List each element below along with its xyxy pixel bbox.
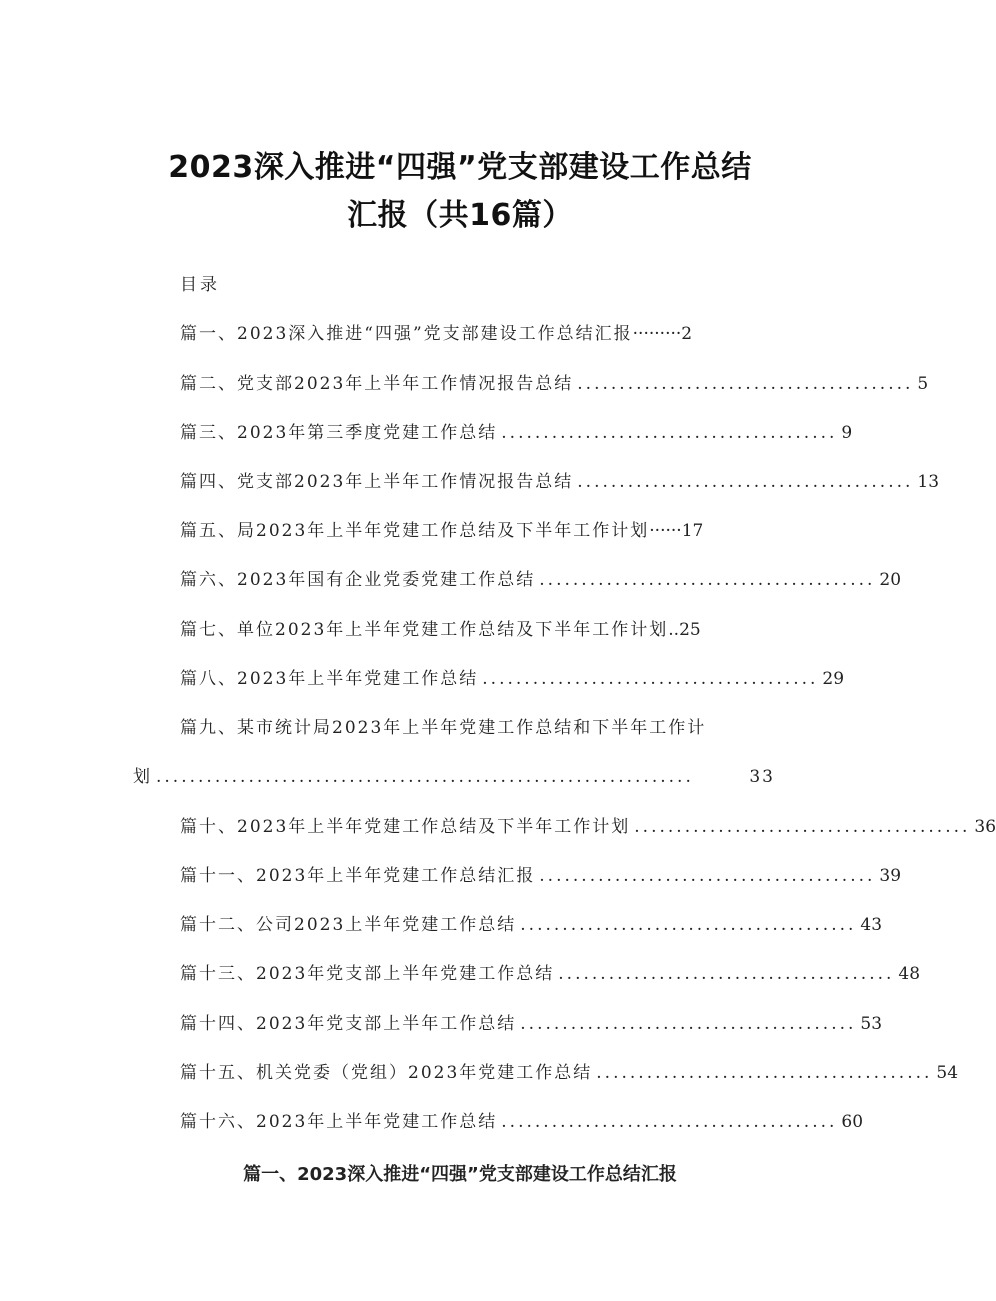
toc-entry-page: 48 [898, 964, 921, 984]
toc-entry-page: 5 [917, 374, 929, 394]
toc-entry-page: 9 [841, 423, 853, 443]
toc-entry-title: 篇二、党支部2023年上半年工作情况报告总结 [180, 374, 574, 394]
toc-entry-12[interactable] [180, 910, 883, 935]
toc-entry-title: 篇十六、2023年上半年党建工作总结 [180, 1112, 498, 1132]
document-title-line-2: 汇报（共16篇） [347, 198, 573, 233]
toc-entry-page: 33 [749, 767, 775, 787]
toc-entry-15[interactable] [180, 1058, 959, 1083]
toc-entry-9-line-2[interactable] [133, 762, 775, 787]
toc-entry-title: 篇八、2023年上半年党建工作总结 [180, 669, 479, 689]
toc-entry-page: 43 [860, 915, 883, 935]
toc-entry-leader: ........................................ [501, 423, 838, 443]
toc-entry-leader: ······ [649, 521, 682, 541]
toc-entry-leader: ........................................ [520, 1014, 857, 1034]
toc-entry-7[interactable] [180, 615, 701, 640]
toc-entry-title: 篇十三、2023年党支部上半年党建工作总结 [180, 964, 555, 984]
toc-entry-title: 篇一、2023深入推进“四强”党支部建设工作总结汇报 [180, 324, 633, 344]
toc-entry-page: 20 [879, 570, 902, 590]
toc-entry-title: 篇五、局2023年上半年党建工作总结及下半年工作计划 [180, 521, 650, 541]
toc-entry-title: 篇十一、2023年上半年党建工作总结汇报 [180, 866, 536, 886]
toc-entry-title: 篇四、党支部2023年上半年工作情况报告总结 [180, 472, 574, 492]
toc-entry-page: 60 [841, 1112, 864, 1132]
toc-entry-page: 53 [860, 1014, 883, 1034]
toc-entry-16[interactable] [180, 1107, 864, 1132]
toc-entry-title: 篇六、2023年国有企业党委党建工作总结 [180, 570, 536, 590]
toc-entry-page: 36 [974, 817, 996, 837]
toc-entry-page: 39 [879, 866, 902, 886]
toc-entry-title-continued: 划 [133, 767, 152, 787]
toc-entry-11[interactable] [180, 861, 902, 886]
toc-entry-page: 2 [681, 324, 693, 344]
toc-entry-leader: ........................................ [577, 472, 914, 492]
toc-entry-13[interactable] [180, 959, 921, 984]
toc-entry-page: 25 [679, 620, 701, 640]
toc-entry-page: 54 [936, 1063, 959, 1083]
toc-entry-leader: ........................................ [520, 915, 857, 935]
toc-entry-14[interactable] [180, 1009, 883, 1034]
section-heading: 篇一、2023深入推进“四强”党支部建设工作总结汇报 [243, 1164, 677, 1185]
toc-entry-leader: ........................................ [596, 1063, 933, 1083]
toc-entry-title: 篇十、2023年上半年党建工作总结及下半年工作计划 [180, 817, 631, 837]
toc-entry-leader: ........................................ [558, 964, 895, 984]
toc-entry-5[interactable] [180, 516, 703, 541]
toc-entry-2[interactable] [180, 369, 929, 394]
toc-entry-leader: ........................................ [501, 1112, 838, 1132]
toc-entry-3[interactable] [180, 418, 853, 443]
toc-entry-leader: ........................................ [539, 570, 876, 590]
toc-entry-page: 13 [917, 472, 940, 492]
toc-entry-leader: ........................................ [482, 669, 819, 689]
toc-entry-title: 篇十四、2023年党支部上半年工作总结 [180, 1014, 517, 1034]
toc-entry-leader: ........................................ [577, 374, 914, 394]
toc-entry-9-line-1[interactable]: 篇九、某市统计局2023年上半年党建工作总结和下半年工作计 [180, 718, 707, 738]
toc-entry-title: 篇十二、公司2023上半年党建工作总结 [180, 915, 517, 935]
toc-entry-leader: .. [668, 620, 680, 640]
toc-entry-leader: ........................................ [539, 866, 876, 886]
toc-entry-title: 篇十五、机关党委（党组）2023年党建工作总结 [180, 1063, 593, 1083]
toc-entry-leader: ........................................ [634, 817, 971, 837]
document-title-line-1: 2023深入推进“四强”党支部建设工作总结 [168, 150, 752, 185]
toc-entry-page: 29 [822, 669, 845, 689]
toc-entry-leader: ········· [632, 324, 682, 344]
toc-entry-page: 17 [681, 521, 704, 541]
toc-entry-leader: ................................................................ [156, 767, 694, 787]
toc-entry-title: 篇三、2023年第三季度党建工作总结 [180, 423, 498, 443]
toc-entry-8[interactable] [180, 664, 845, 689]
toc-entry-1[interactable] [180, 319, 692, 344]
toc-entry-10[interactable] [180, 812, 996, 837]
toc-entry-6[interactable] [180, 565, 902, 590]
toc-entry-4[interactable] [180, 467, 940, 492]
toc-entry-title: 篇七、单位2023年上半年党建工作总结及下半年工作计划 [180, 620, 669, 640]
toc-heading: 目录 [180, 275, 220, 295]
